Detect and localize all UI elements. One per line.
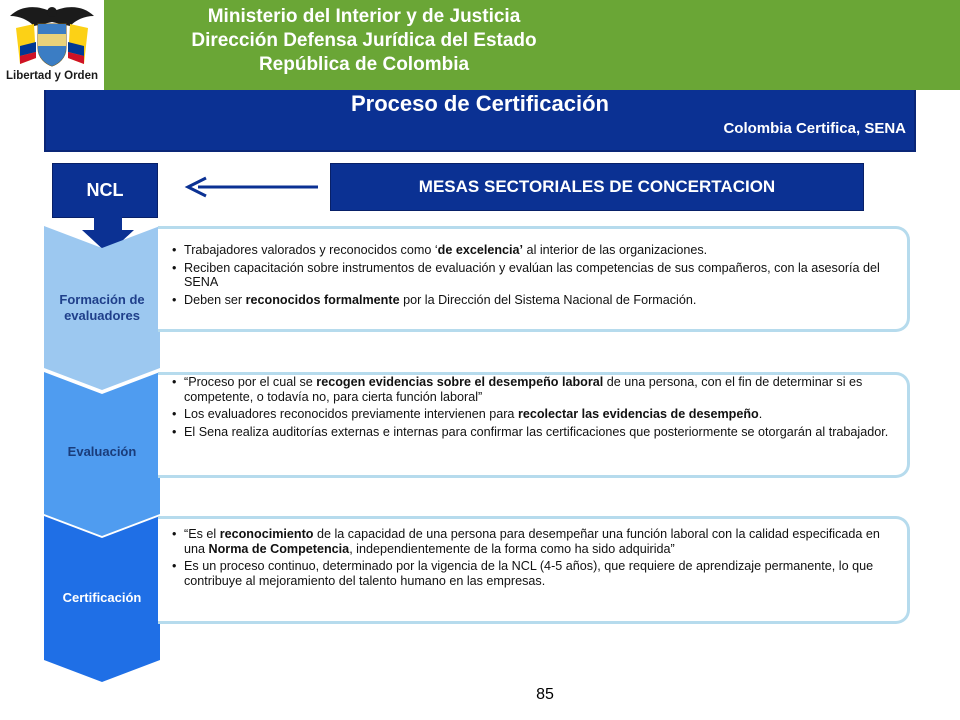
stage-label-formacion: Formación de evaluadores — [59, 292, 145, 323]
stage-card-formacion — [158, 226, 910, 332]
page-subtitle: Colombia Certifica, SENA — [723, 120, 906, 137]
mesas-sectoriales-box — [330, 163, 864, 211]
bullet-list — [172, 527, 891, 588]
list-item: • Deben ser reconocidos formalmente por la Dirección del Sistema Nacional de Formación. — [172, 293, 891, 308]
stage-label-certificacion: Certificación — [62, 590, 142, 605]
list-item: • Reciben capacitación sobre instrumentos de evaluación y evalúan las competencias de sus compañeros, con la asesoría del SENA — [172, 261, 891, 290]
header-line-direction: Dirección Defensa Jurídica del Estado — [191, 30, 537, 51]
list-item: • “Es el reconocimiento de la capacidad de una persona para desempeñar una función laboral con la calidad especificada en una Norma de Competencia, independientemente de la forma como ha sido adquirida” — [172, 527, 891, 556]
header-band — [104, 0, 960, 90]
header-text — [104, 5, 624, 77]
list-item: • Los evaluadores reconocidos previamente intervienen para recolectar las evidencias de desempeño. — [172, 407, 891, 422]
stage-card-evaluacion — [158, 372, 910, 478]
stage-card-certificacion — [158, 516, 910, 624]
coat-of-arms-icon — [6, 2, 98, 72]
bullet-list — [172, 375, 891, 439]
header-line-ministry: Ministerio del Interior y de Justicia — [207, 6, 521, 27]
list-item: • Es un proceso continuo, determinado por la vigencia de la NCL (4-5 años), que requiere de aprendizaje permanente, lo que contribuye al mejoramiento del talento humano en las empresas. — [172, 559, 891, 588]
list-item: • El Sena realiza auditorías externas e internas para confirmar las certificaciones que posteriormente se otorgarán al trabajador. — [172, 425, 891, 440]
bullet-list — [172, 243, 891, 307]
mesas-label: MESAS SECTORIALES DE CONCERTACION — [418, 177, 776, 196]
page-title: Proceso de Certificación — [351, 91, 609, 116]
coat-of-arms-logo — [0, 0, 104, 92]
ncl-box — [52, 163, 158, 218]
logo-motto: Libertad y Orden — [5, 70, 99, 82]
list-item: • “Proceso por el cual se recogen evidencias sobre el desempeño laboral de una persona, con el fin de determinar si es competente, o todavía no, para cierta función laboral” — [172, 375, 891, 404]
stage-label-evaluacion: Evaluación — [67, 444, 137, 459]
list-item: • Trabajadores valorados y reconocidos como ‘de excelencia’ al interior de las organizaciones. — [172, 243, 891, 258]
title-bar — [44, 90, 916, 152]
left-arrow-icon — [184, 176, 320, 198]
header-line-republic: República de Colombia — [258, 54, 470, 75]
ncl-label: NCL — [86, 180, 124, 200]
page-number: 85 — [536, 686, 554, 703]
